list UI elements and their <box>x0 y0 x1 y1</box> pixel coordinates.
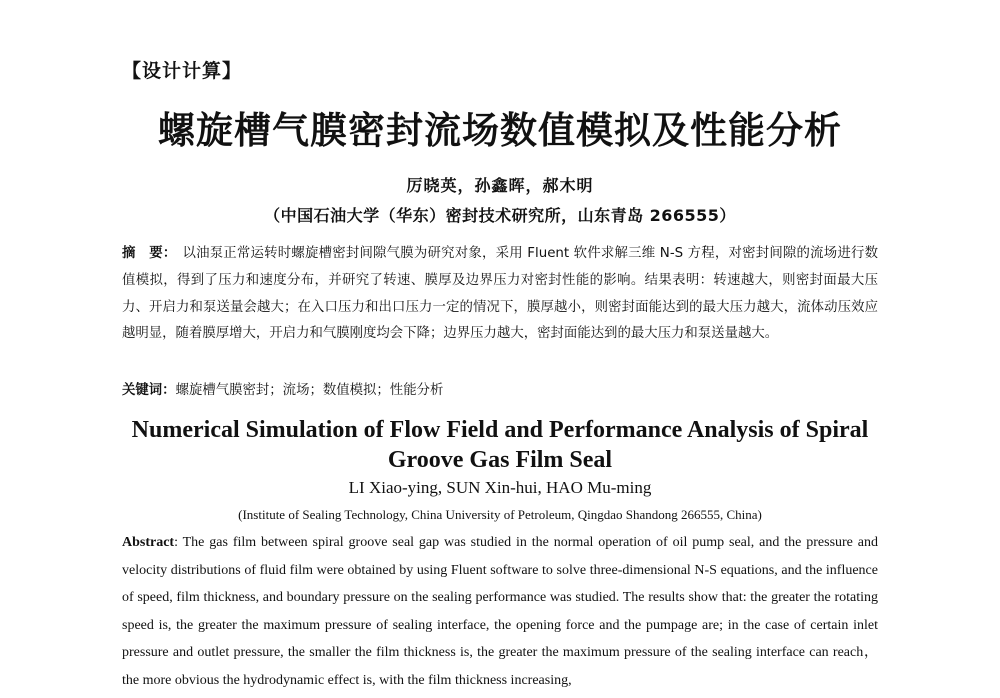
chinese-keywords-label: 关键词： <box>122 383 176 398</box>
chinese-keywords <box>122 380 878 402</box>
section-category: 【设计计算】 <box>122 60 243 82</box>
english-abstract <box>122 529 878 694</box>
chinese-authors: 厉晓英，孙鑫晖，郝木明 <box>406 176 594 195</box>
chinese-abstract-text: 以油泵正常运转时螺旋槽密封间隙气膜为研究对象，采用 Fluent 软件求解三维 N-S 方程，对密封间隙的流场进行数值模拟，得到了压力和速度分布，并研究了转速、膜厚及边界压力对密封性能的影响。结果表明：转速越大，则密封面最大压力、开启力和泵送量会越大；在入口压力和出口压力一定的情况下，膜厚越小，则密封面能达到的最大压力越大，流体动压效应越明显，随着膜厚增大，开启力和气膜刚度均会下降；边界压力越大，密封面能达到的最大压力和泵送量越大。 <box>122 246 879 342</box>
english-abstract-text: : The gas film between spiral groove seal gap was studied in the normal operation of oil pump seal, and the pressure and velocity distributions of fluid film were obtained by using Fluent software to solve three-dimensional N-S equations, and the influence of speed, film thickness, and boundary pressure on the sealing performance was studied. The results show that: the greater the rotating speed is, the greater the maximum pressure of sealing interface, the opening force and the pumpage are; in the case of certain inlet pressure and outlet pressure, the smaller the film thickness is, the greater the maximum pressure of the sealing interface can reach，the more obvious the hydrodynamic effect is, with the film thickness increasing, <box>122 535 878 688</box>
chinese-abstract-label: 摘 要： <box>122 246 177 261</box>
english-affiliation: (Institute of Sealing Technology, China University of Petroleum, Qingdao Shandong 266555, China) <box>238 507 762 522</box>
chinese-abstract <box>122 241 878 348</box>
english-abstract-label: Abstract <box>122 535 175 550</box>
chinese-affiliation: （中国石油大学（华东）密封技术研究所，山东青岛 266555） <box>264 206 736 225</box>
chinese-keywords-text: 螺旋槽气膜密封；流场；数值模拟；性能分析 <box>175 383 444 398</box>
chinese-title: 螺旋槽气膜密封流场数值模拟及性能分析 <box>158 108 842 152</box>
english-authors: LI Xiao-ying, SUN Xin-hui, HAO Mu-ming <box>348 478 652 497</box>
english-title: Numerical Simulation of Flow Field and Performance Analysis of Spiral Groove Gas Film Seal <box>131 417 869 473</box>
